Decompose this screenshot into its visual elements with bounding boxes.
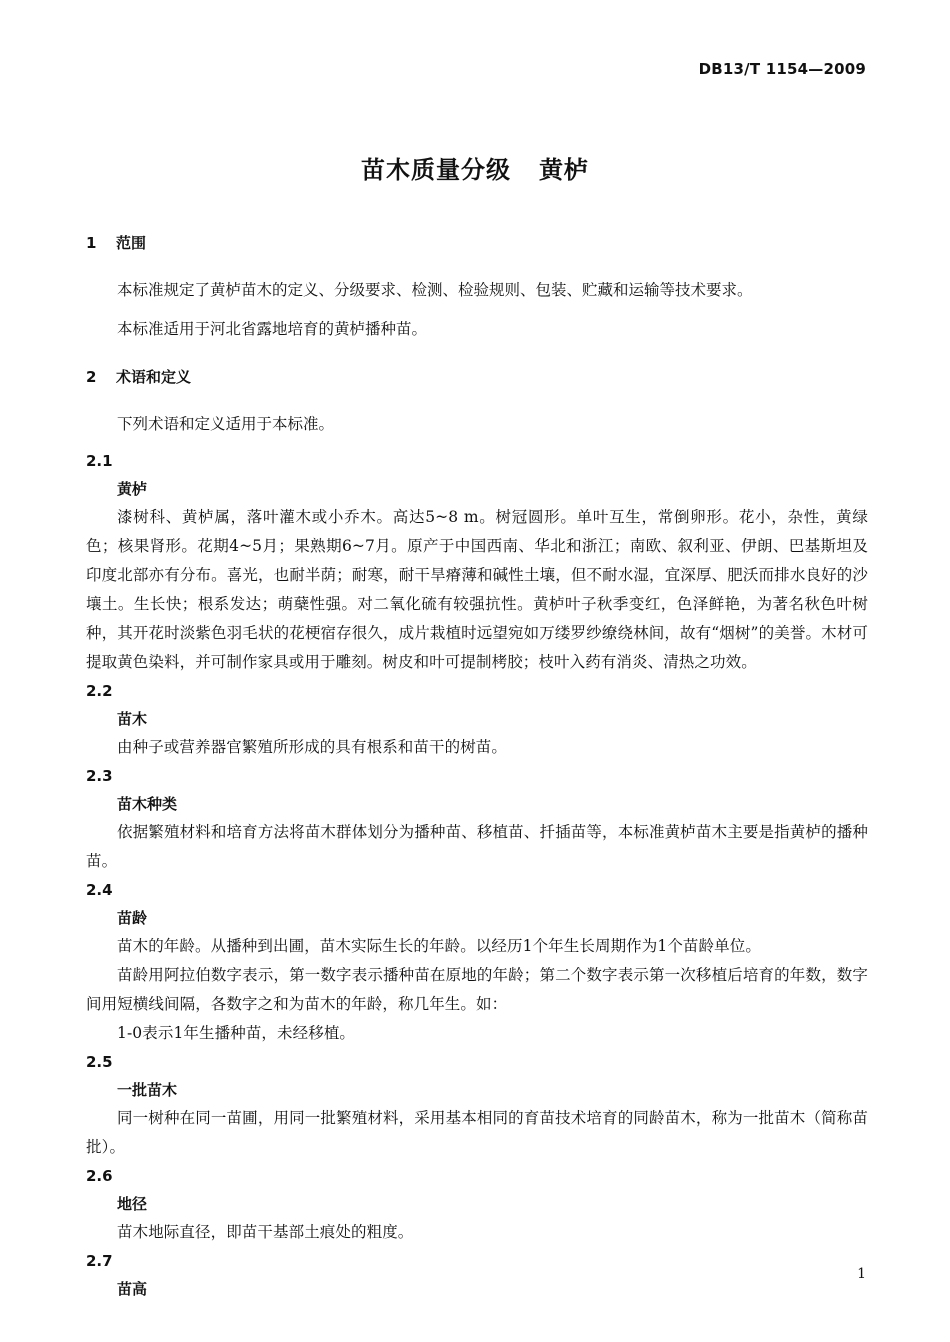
section-2-paragraph: 下列术语和定义适用于本标准。 (117, 415, 335, 433)
term-title: 苗龄 (117, 909, 148, 927)
clause-2-2-number: 2.2 (86, 682, 113, 700)
term-title: 苗木 (117, 710, 148, 728)
document-title (0, 150, 950, 185)
term-definition: 漆树科、黄栌属，落叶灌木或小乔木。高达5~8 m。树冠圆形。单叶互生，常倒卵形。花小，杂性，黄绿色；核果肾形。花期4~5月；果熟期6~7月。原产于中国西南、华北和浙江；南欧、叙利亚、伊朗、巴基斯坦及印度北部亦有分布。喜光，也耐半荫；耐寒，耐干旱瘠薄和碱性土壤，但不耐水湿，宜深厚、肥沃而排水良好的沙壤土。生长快；根系发达；萌蘖性强。对二氧化硫有较强抗性。黄栌叶子秋季变红，色泽鲜艳，为著名秋色叶树种，其开花时淡紫色羽毛状的花梗宿存很久，成片栽植时远望宛如万缕罗纱缭绕林间，故有“烟树”的美誉。木材可提取黄色染料，并可制作家具或用于雕刻。树皮和叶可提制栲胶；枝叶入药有消炎、清热之功效。 (86, 508, 868, 671)
page-number: 1 (857, 1266, 866, 1282)
section-1-paragraph: 本标准规定了黄栌苗木的定义、分级要求、检测、检验规则、包装、贮藏和运输等技术要求。 (117, 281, 753, 299)
clause-2-5-number: 2.5 (86, 1053, 113, 1071)
section-number: 1 (86, 234, 97, 252)
term-title: 地径 (117, 1195, 148, 1213)
section-number: 2 (86, 368, 97, 386)
term-definition: 苗龄用阿拉伯数字表示，第一数字表示播种苗在原地的年龄；第二个数字表示第一次移植后培育的年数，数字间用短横线间隔，各数字之和为苗木的年龄，称几年生。如： (86, 966, 868, 1013)
clause-2-1-number: 2.1 (86, 452, 113, 470)
clause-2-7-number: 2.7 (86, 1252, 113, 1270)
clause-2-4-number: 2.4 (86, 881, 113, 899)
section-1-heading (86, 228, 868, 258)
clause-2-3-number: 2.3 (86, 767, 113, 785)
document-body (86, 228, 868, 1303)
term-definition: 由种子或营养器官繁殖所形成的具有根系和苗干的树苗。 (117, 738, 508, 756)
title-main: 苗木质量分级 (361, 156, 511, 184)
term-example: 1-0表示1年生播种苗，未经移植。 (117, 1024, 356, 1042)
section-title: 范围 (116, 234, 147, 252)
section-1-paragraph: 本标准适用于河北省露地培育的黄栌播种苗。 (117, 320, 428, 338)
term-title: 苗高 (117, 1280, 148, 1298)
term-definition: 同一树种在同一苗圃，用同一批繁殖材料，采用基本相同的育苗技术培育的同龄苗木，称为一批苗木（简称苗批）。 (86, 1109, 868, 1156)
term-title: 黄栌 (117, 480, 148, 498)
standard-code: DB13/T 1154—2009 (698, 60, 866, 78)
term-definition: 依据繁殖材料和培育方法将苗木群体划分为播种苗、移植苗、扦插苗等，本标准黄栌苗木主要是指黄栌的播种苗。 (86, 823, 868, 870)
title-species: 黄栌 (539, 156, 589, 184)
term-definition: 苗木地际直径，即苗干基部土痕处的粗度。 (117, 1223, 414, 1241)
term-title: 苗木种类 (117, 795, 178, 813)
section-title: 术语和定义 (116, 368, 192, 386)
clause-2-6-number: 2.6 (86, 1167, 113, 1185)
term-definition: 苗木的年龄。从播种到出圃，苗木实际生长的年龄。以经历1个年生长周期作为1个苗龄单位。 (117, 937, 761, 955)
term-title: 一批苗木 (117, 1081, 178, 1099)
section-2-heading (86, 362, 868, 392)
